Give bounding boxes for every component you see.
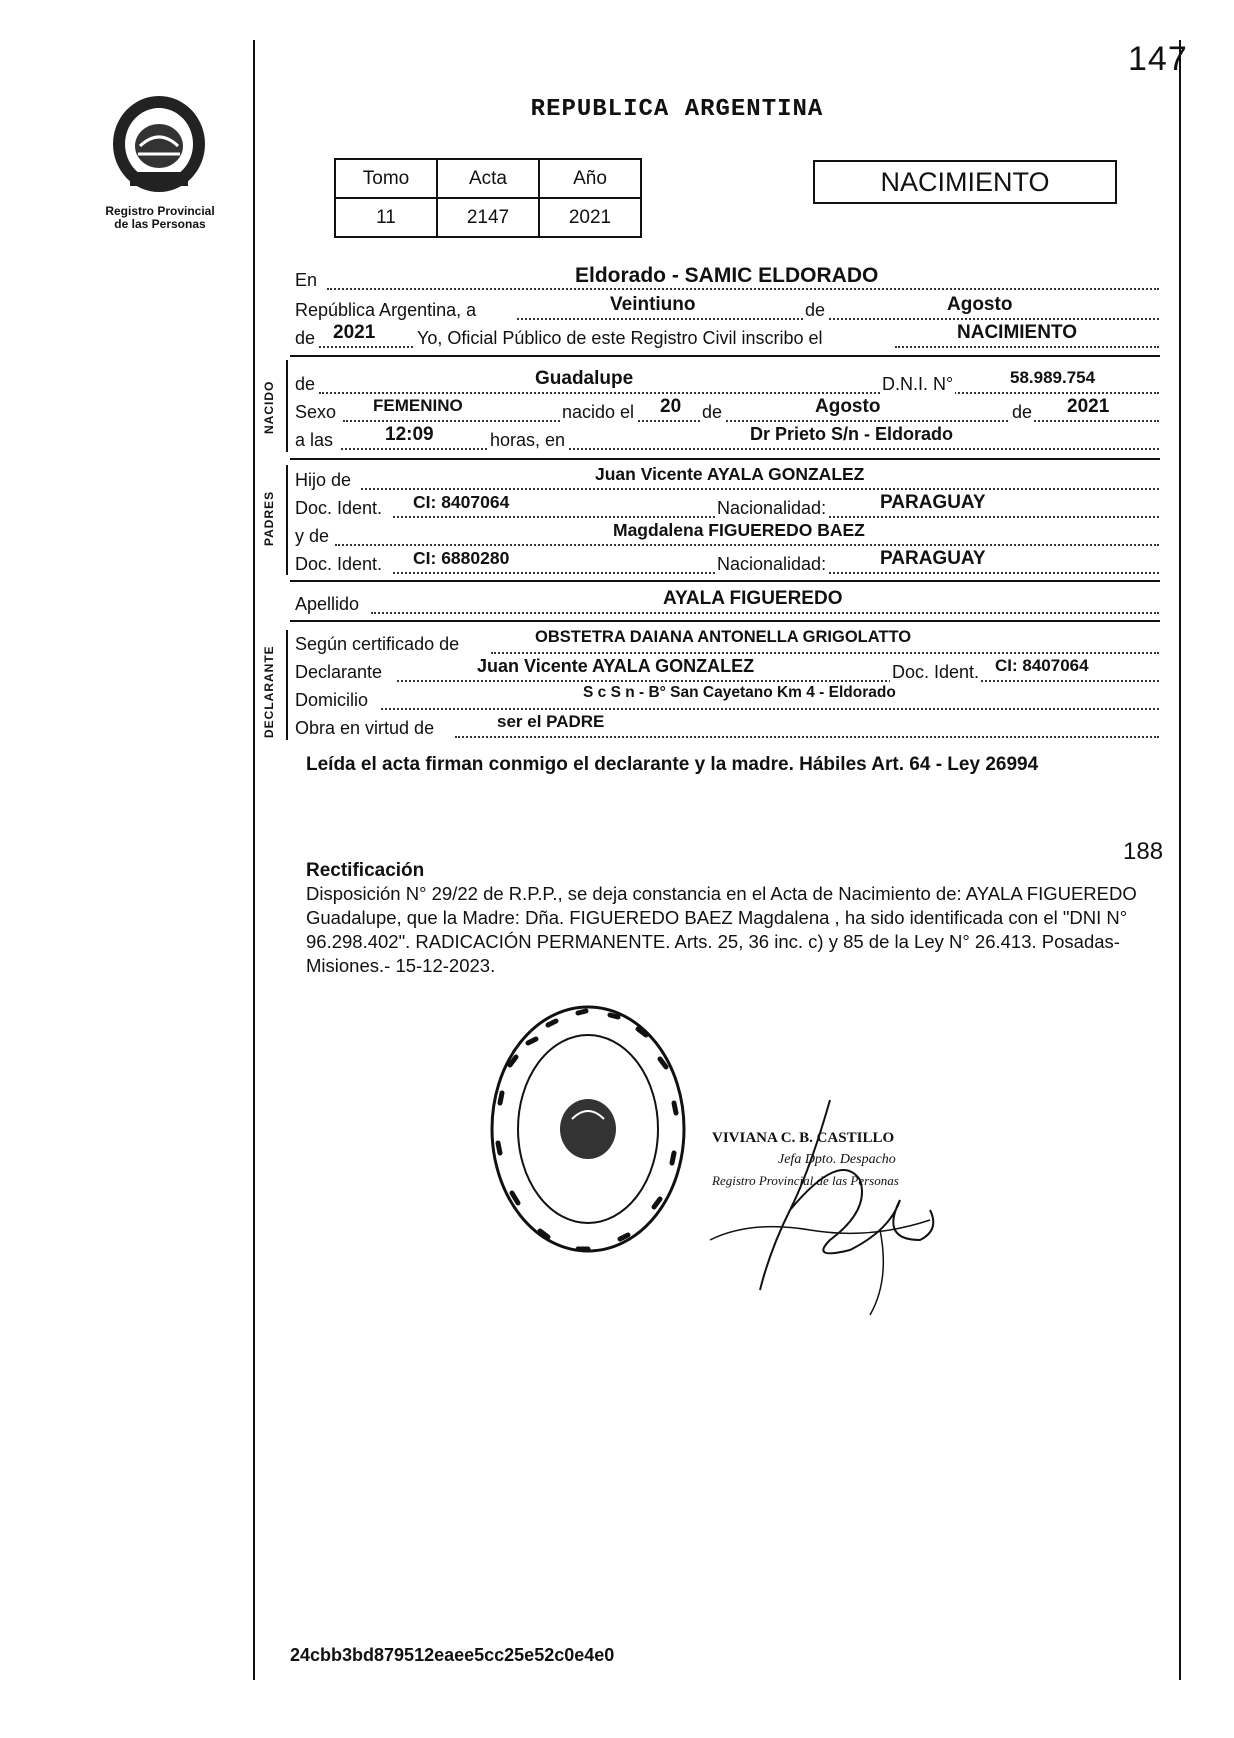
father-name-value: Juan Vicente AYALA GONZALEZ <box>595 464 865 484</box>
registry-label-line2: de las Personas <box>114 217 206 231</box>
en-value: Eldorado - SAMIC ELDORADO <box>575 264 879 287</box>
mother-doc-label: Doc. Ident. <box>295 554 383 574</box>
registry-label-line1: Registro Provincial <box>105 204 215 218</box>
row-y-de <box>295 520 1160 548</box>
year-value: 2021 <box>333 322 376 343</box>
acta-header: Acta <box>437 159 539 198</box>
registry-label <box>80 205 240 231</box>
right-border-line <box>1179 40 1181 1680</box>
birth-year-value: 2021 <box>1067 396 1110 417</box>
mother-nat-value: PARAGUAY <box>880 548 986 569</box>
domicilio-value: S c S n - B° San Cayetano Km 4 - Eldorado <box>583 684 896 701</box>
mother-name-value: Magdalena FIGUEREDO BAEZ <box>613 520 865 540</box>
separator-4 <box>290 620 1160 622</box>
separator-1 <box>290 355 1160 357</box>
declarante-side-label: DECLARANTE <box>262 645 276 738</box>
tomo-header: Tomo <box>335 159 437 198</box>
inscribo-value: NACIMIENTO <box>957 322 1077 343</box>
time-value: 12:09 <box>385 424 434 445</box>
declarante-doc-label: Doc. Ident. <box>892 662 980 682</box>
dni-label: D.N.I. N° <box>882 374 954 394</box>
padres-side-label: PADRES <box>262 490 276 546</box>
padres-sidebar-line <box>286 465 288 575</box>
father-nat-value: PARAGUAY <box>880 492 986 513</box>
hijo-de-label: Hijo de <box>295 470 352 490</box>
obra-value: ser el PADRE <box>497 712 605 731</box>
father-nat-label: Nacionalidad: <box>717 498 827 518</box>
row-domicilio <box>295 684 1160 712</box>
declarante-value: Juan Vicente AYALA GONZALEZ <box>477 656 755 676</box>
document-hash: 24cbb3bd879512eaee5cc25e52c0e4e0 <box>290 1645 615 1665</box>
separator-2 <box>290 458 1160 460</box>
inscribo-label: Yo, Oficial Público de este Registro Civil inscribo el <box>417 328 823 348</box>
mother-doc-value: CI: 6880280 <box>413 548 510 568</box>
en-label: En <box>295 270 318 290</box>
apellido-value: AYALA FIGUEREDO <box>663 588 843 609</box>
row-en <box>295 264 1160 292</box>
month-value: Agosto <box>947 294 1013 315</box>
apellido-label: Apellido <box>295 594 360 614</box>
birth-month-value: Agosto <box>815 396 881 417</box>
page-number: 147 <box>1128 40 1188 78</box>
segun-value: OBSTETRA DAIANA ANTONELLA GRIGOLATTO <box>535 628 912 646</box>
declarante-sidebar-line <box>286 630 288 740</box>
nacido-de-label-2: de <box>702 402 723 422</box>
handwritten-signature <box>690 1090 970 1320</box>
rectificacion-title: Rectificación <box>306 860 425 881</box>
obra-label: Obra en virtud de <box>295 718 435 738</box>
ano-value: 2021 <box>539 198 641 237</box>
horas-label: horas, en <box>490 430 566 450</box>
declarante-label: Declarante <box>295 662 383 682</box>
row-inscribo <box>295 322 1160 350</box>
row-republica <box>295 294 1160 322</box>
record-table-header-row <box>335 159 641 198</box>
acta-value: 2147 <box>437 198 539 237</box>
dni-value: 58.989.754 <box>1010 368 1096 387</box>
record-table-value-row <box>335 198 641 237</box>
father-doc-label: Doc. Ident. <box>295 498 383 518</box>
y-de-label: y de <box>295 526 330 546</box>
row-hora <box>295 424 1160 452</box>
ano-header: Año <box>539 159 641 198</box>
sexo-value: FEMENINO <box>373 396 463 415</box>
republica-label: República Argentina, a <box>295 300 477 320</box>
document-title: REPUBLICA ARGENTINA <box>530 96 824 123</box>
row-mother-doc <box>295 548 1160 576</box>
row-father-doc <box>295 492 1160 520</box>
birth-day-value: 20 <box>660 396 682 417</box>
de-label: de <box>805 300 826 320</box>
separator-3 <box>290 580 1160 582</box>
a-las-label: a las <box>295 430 334 450</box>
row-apellido <box>295 588 1160 616</box>
declarante-doc-value: CI: 8407064 <box>995 656 1089 675</box>
row-obra <box>295 712 1160 740</box>
annotation-number: 188 <box>1123 838 1164 865</box>
record-type-box: NACIMIENTO <box>813 160 1117 204</box>
segun-label: Según certificado de <box>295 634 460 654</box>
row-declarante <box>295 656 1160 684</box>
de-label-2: de <box>295 328 316 348</box>
reading-note: Leída el acta firman conmigo el declarante y la madre. Hábiles Art. 64 - Ley 26994 <box>306 754 1039 775</box>
nacido-el-label: nacido el <box>562 402 635 422</box>
row-hijo-de <box>295 464 1160 492</box>
nacido-de-label: de <box>295 374 316 394</box>
birth-place-value: Dr Prieto S/n - Eldorado <box>750 424 954 444</box>
nacido-side-label: NACIDO <box>262 380 276 434</box>
official-seal <box>488 1003 688 1255</box>
tomo-value: 11 <box>335 198 437 237</box>
row-segun <box>295 628 1160 656</box>
rectificacion-body: Disposición N° 29/22 de R.P.P., se deja constancia en el Acta de Nacimiento de: AYALA FIGUEREDO Guadalupe, que la Madre: Dña. FIGUEREDO BAEZ Magdalena , ha sido identificada con el "DNI N° 96.298.402". RADICACIÓN PERMANENTE. Arts. 25, 36 inc. c) y 85 de la Ley N° 26.413. Posadas- Misiones.- 15-12-2023. <box>306 883 1137 976</box>
signatory-name: VIVIANA C. B. CASTILLO <box>712 1130 895 1146</box>
record-table <box>334 158 642 238</box>
row-nacido-name <box>295 368 1160 396</box>
child-name-value: Guadalupe <box>535 368 634 389</box>
row-sexo <box>295 396 1160 424</box>
domicilio-label: Domicilio <box>295 690 369 710</box>
sexo-label: Sexo <box>295 402 337 422</box>
day-value: Veintiuno <box>610 294 696 315</box>
nacido-sidebar-line <box>286 360 288 452</box>
father-doc-value: CI: 8407064 <box>413 492 510 512</box>
left-border-line <box>253 40 255 1680</box>
signatory-org: Registro Provincial de las Personas <box>712 1173 899 1188</box>
mother-nat-label: Nacionalidad: <box>717 554 827 574</box>
signatory-role: Jefa Dpto. Despacho <box>778 1152 896 1167</box>
nacido-de-label-3: de <box>1012 402 1033 422</box>
